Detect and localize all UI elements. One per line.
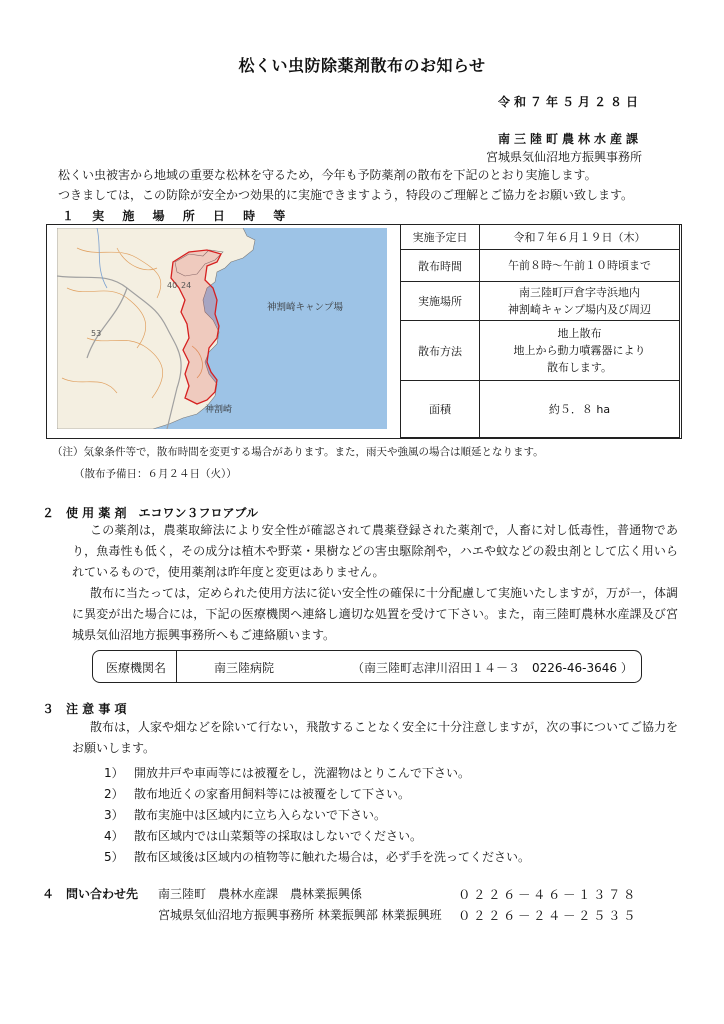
issue-date: 令和７年５月２８日 (497, 95, 642, 109)
list-item: 散布地近くの家畜用飼料等には被覆をして下さい。 (134, 787, 411, 801)
area-map (57, 228, 387, 429)
table-value: 南三陸町戸倉字寺浜地内 神割崎キャンプ場内及び周辺 (480, 282, 680, 321)
list-item-number: 2） (104, 787, 124, 801)
table-value: 約５．８ ha (480, 381, 680, 438)
table-value: 令和７年６月１９日（木） (480, 225, 680, 250)
table-key: 散布方法 (401, 321, 480, 381)
section1-heading: １ 実 施 場 所 日 時 等 (62, 209, 293, 223)
section2-para-2: 散布に当たっては，定められた使用方法に従い安全性の確保に十分配慮して実施いたしますが，万が一，体調に異変が出た場合には，下記の医療機関へ連絡し適切な処置を受けて下さい。また，南三陸町農林水産課及び宮城県気仙沼地方振興事務所へもご連絡願います。 (72, 586, 679, 642)
table-key: 実施予定日 (401, 225, 480, 250)
note-schedule-change: （注）気象条件等で，散布時間を変更する場合があります。また，雨天や強風の場合は順延となります。 (52, 446, 544, 458)
list-item-number: 1） (104, 766, 124, 780)
list-item: 散布区域後は区域内の植物等に触れた場合は，必ず手を洗ってください。 (134, 850, 531, 864)
contact-town-phone: ０２２６－４６－１３７８ (458, 887, 639, 902)
intro-line-1: 松くい虫被害から地域の重要な松林を守るため，今年も予防薬剤の散布を下記のとおり実施します。 (58, 168, 597, 182)
table-key: 散布時間 (401, 250, 480, 282)
list-item: 開放井戸や車両等には被覆をし，洗濯物はとりこんで下さい。 (134, 766, 471, 780)
hospital-divider (176, 650, 177, 683)
section2-heading: ２ 使 用 薬 剤 エコワン３フロアブル (42, 506, 259, 520)
section4-heading: ４ 問い合わせ先 (42, 887, 139, 901)
list-item: 散布区域内では山菜類等の採取はしないでください。 (134, 829, 423, 843)
list-item-number: 4） (104, 829, 124, 843)
elevation-label: 40 (167, 281, 178, 290)
hospital-name: 南三陸病院 (214, 661, 275, 675)
section3-para: 散布は，人家や畑などを除いて行ない，飛散することなく安全に十分注意しますが，次の事についてご協力をお願いします。 (72, 720, 678, 755)
contact-prefecture-phone: ０２２６－２４－２５３５ (458, 908, 639, 923)
contact-prefecture: 宮城県気仙沼地方振興事務所 林業振興部 林業振興班 (158, 908, 442, 922)
page-title: 松くい虫防除薬剤散布のお知らせ (238, 56, 486, 75)
section2-para-1: この薬剤は，農薬取締法により安全性が確認されて農薬登録された薬剤で，人畜に対し低毒性，普通物であり，魚毒性も低く，その成分は植木や野菜・果樹などの害虫駆除剤や，ハエや蚊などの殺虫剤として広く用いられているもので，使用薬剤は昨年度と変更はありません。 (72, 523, 678, 579)
elevation-label: 53 (91, 329, 102, 338)
table-row (401, 282, 680, 321)
hospital-address: （南三陸町志津川沼田１４－３ 0226-46-3646 ） (352, 661, 633, 675)
list-item-number: 5） (104, 850, 124, 864)
elevation-label: 24 (181, 281, 192, 290)
issuer-office: 宮城県気仙沼地方振興事務所 (485, 150, 642, 164)
issuer-dept: 南三陸町農林水産課 (497, 132, 642, 146)
table-value: 午前８時～午前１０時頃まで (480, 250, 680, 282)
table-row (401, 250, 680, 282)
table-row (401, 225, 680, 250)
contact-town: 南三陸町 農林水産課 農林業振興係 (158, 887, 363, 901)
table-value: 地上散布 地上から動力噴霧器により 散布します。 (480, 321, 680, 381)
section3-heading: ３ 注 意 事 項 (42, 702, 127, 716)
table-key: 面積 (401, 381, 480, 438)
camp-label: 神割崎キャンプ場 (267, 302, 344, 313)
table-row (401, 321, 680, 381)
cape-label: 神割崎 (205, 405, 233, 415)
intro-line-2: つきましては，この防除が安全かつ効果的に実施できますよう，特段のご理解とご協力をお願い致します。 (58, 188, 634, 202)
list-item-number: 3） (104, 808, 124, 822)
list-item: 散布実施中は区域内に立ち入らないで下さい。 (134, 808, 387, 822)
schedule-table (400, 224, 680, 438)
note-reserve-date: （散布予備日：６月２４日（火）） (74, 468, 237, 480)
table-key: 実施場所 (401, 282, 480, 321)
hospital-label: 医療機関名 (106, 661, 167, 675)
table-row (401, 381, 680, 438)
